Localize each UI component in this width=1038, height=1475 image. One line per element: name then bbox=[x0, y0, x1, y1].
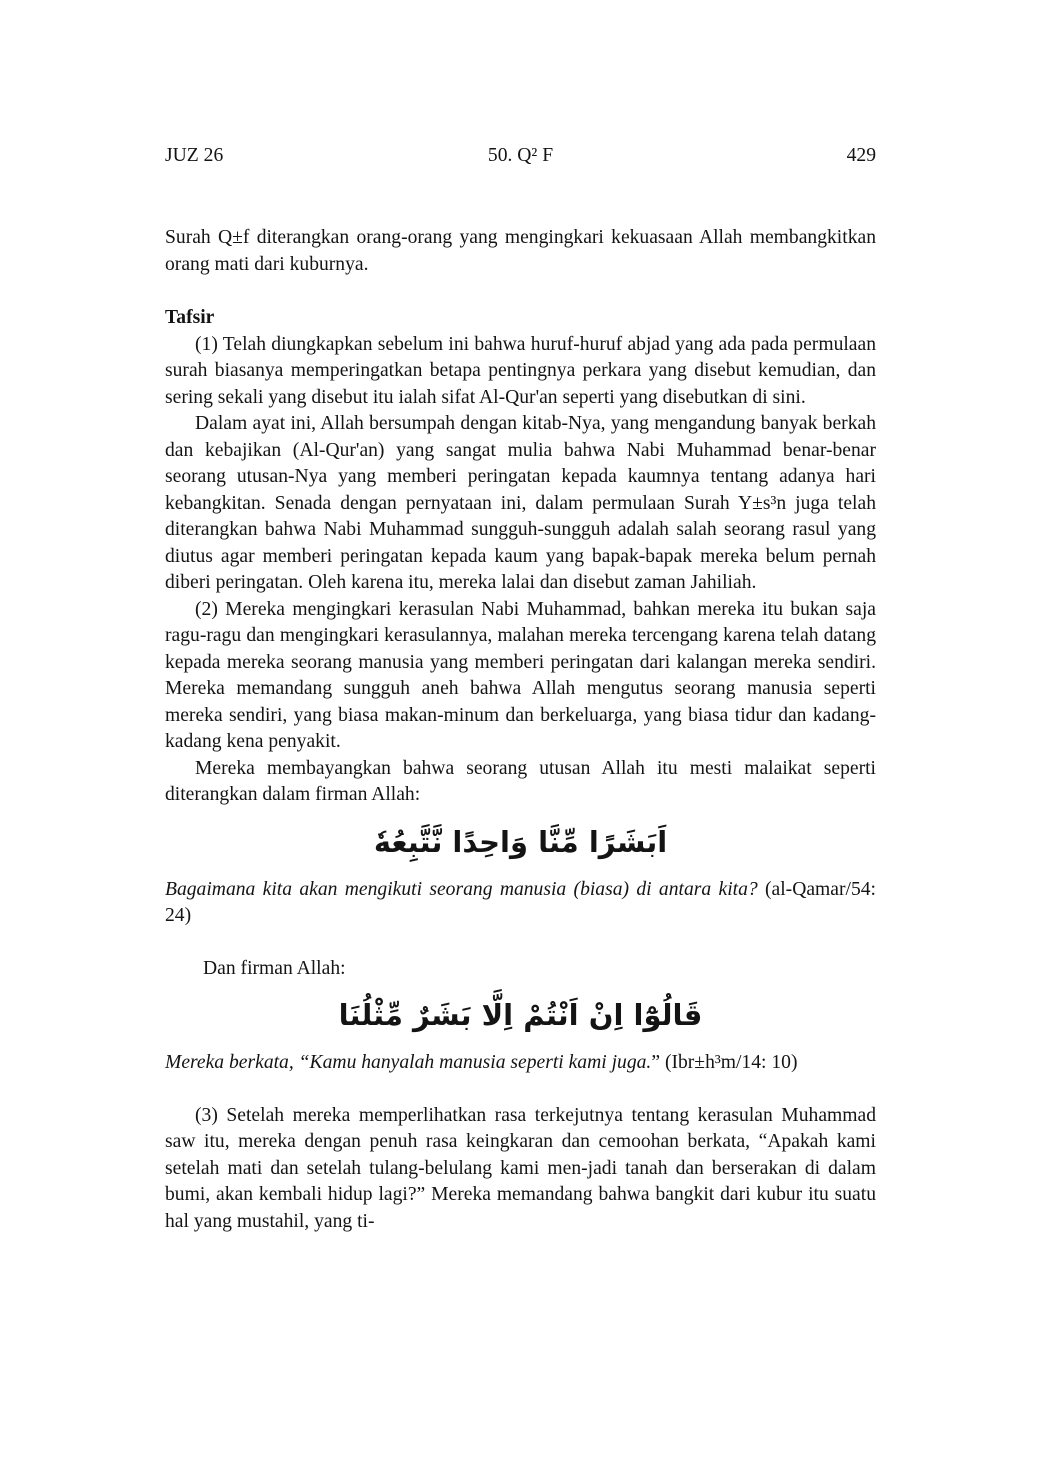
page-header bbox=[165, 143, 876, 170]
tafsir-paragraph-3: (2) Mereka mengingkari kerasulan Nabi Muhammad, bahkan mereka itu bukan saja ragu-ragu dan mengingkari kerasulannya, malahan mereka tercengang karena telah datang kepada mereka seorang manusia yang memberi peringatan dari kalangan mereka sendiri. Mereka memandang sungguh aneh bahwa Allah mengutus seorang manusia seperti mereka sendiri, yang biasa makan-minum dan berkeluarga, yang biasa tidur dan kadang-kadang kena penyakit. bbox=[165, 598, 876, 752]
translation-ibrahim-text: Mereka berkata, “Kamu hanyalah manusia seperti kami juga. bbox=[165, 1052, 652, 1073]
header-page-number: 429 bbox=[846, 145, 876, 166]
translation-al-qamar-citation: (al-Qamar/54: 24) bbox=[165, 878, 876, 926]
arabic-verse-al-qamar: اَبَشَرًا مِّنَّا وَاحِدًا نَّتَّبِعُهٗ bbox=[373, 824, 668, 859]
translation-al-qamar bbox=[165, 877, 876, 930]
tafsir-paragraph-6: (3) Setelah mereka memperlihatkan rasa terkejutnya tentang kerasulan Muhammad saw itu, mereka dengan penuh rasa keingkaran dan cemoohan berkata, “Apakah kami setelah mati dan setelah tulang-belulang kami men-jadi tanah dan berserakan di dalam bumi, akan kembali hidup lagi?” Mereka memandang bahwa bangkit dari kubur itu suatu hal yang mustahil, yang ti- bbox=[165, 1104, 876, 1232]
firman-allah-lead-in: Dan firman Allah: bbox=[203, 957, 346, 979]
translation-al-qamar-text: Bagaimana kita akan mengikuti seorang manusia (biasa) di antara kita? bbox=[165, 878, 758, 900]
tafsir-paragraph-1: (1) Telah diungkapkan sebelum ini bahwa huruf-huruf abjad yang ada pada permulaan surah biasanya memperingatkan betapa pentingnya perkara yang disebut kemudian, dan sering sekali yang disebut itu ialah sifat Al-Qur'an seperti yang disebutkan di sini. bbox=[165, 333, 876, 408]
translation-ibrahim-citation: ” (Ibr±h³m/14: 10) bbox=[651, 1052, 798, 1073]
translation-ibrahim bbox=[165, 1050, 876, 1077]
tafsir-paragraph-4: Mereka membayangkan bahwa seorang utusan Allah itu mesti malaikat seperti diterangkan dalam firman Allah: bbox=[165, 757, 876, 805]
arabic-verse-ibrahim: قَالُوْٓا اِنْ اَنْتُمْ اِلَّا بَشَرٌ مِّثْلُنَا bbox=[338, 998, 703, 1032]
intro-paragraph: Surah Q±f diterangkan orang-orang yang mengingkari kekuasaan Allah membangkitkan orang mati dari kuburnya. bbox=[165, 227, 876, 275]
header-juz-label: JUZ 26 bbox=[165, 145, 224, 166]
tafsir-paragraph-2: Dalam ayat ini, Allah bersumpah dengan kitab-Nya, yang mengandung banyak berkah dan kebajikan (Al-Qur'an) yang sangat mulia bahwa Nabi Muhammad benar-benar seorang utusan-Nya yang memberi peringatan kepada kaumnya tentang adanya hari kebangkitan. Senada dengan pernyataan ini, dalam permulaan Surah Y±s³n juga telah diterangkan bahwa Nabi Muhammad sungguh-sungguh adalah salah seorang rasul yang diutus agar memberi peringatan kepada kaum yang bapak-bapak mereka belum pernah diberi peringatan. Oleh karena itu, mereka lalai dan disebut zaman Jahiliah. bbox=[165, 413, 876, 593]
header-surah-title: 50. Q² F bbox=[487, 145, 554, 166]
tafsir-heading: Tafsir bbox=[165, 307, 215, 328]
